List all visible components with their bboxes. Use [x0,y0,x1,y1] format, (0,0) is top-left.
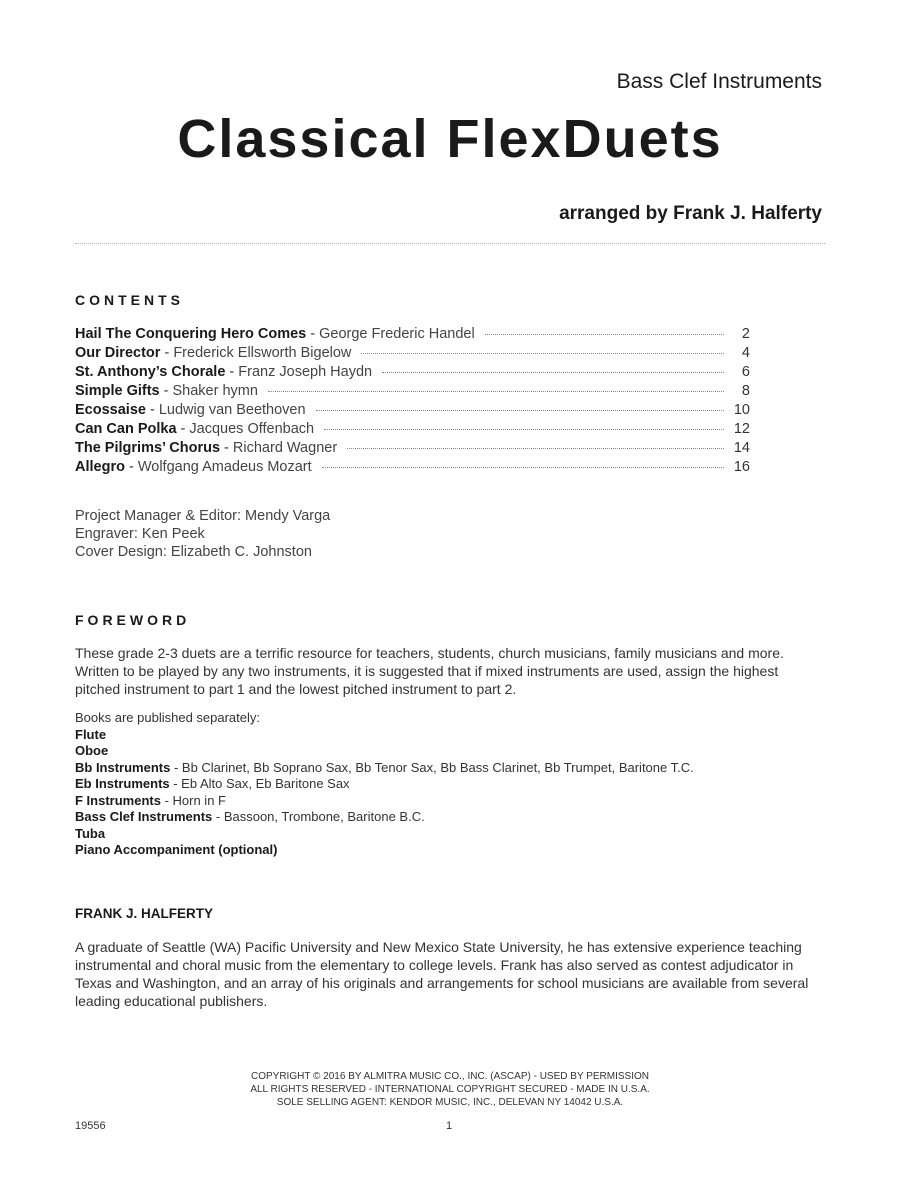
contents-list [75,326,750,478]
book-name: Eb Instruments [75,776,170,791]
toc-title: Simple Gifts [75,383,160,399]
foreword-heading: FOREWORD [75,612,191,628]
toc-composer: Franz Joseph Haydn [238,364,373,380]
book-entry [75,793,694,810]
toc-entry: Hail The Conquering Hero Comes - George Frederic Handel 2 [75,326,750,342]
bio-heading: FRANK J. HALFERTY [75,906,213,921]
book-entry [75,760,694,777]
toc-composer: Frederick Ellsworth Bigelow [173,345,352,361]
toc-composer: Shaker hymn [172,383,258,399]
toc-composer: Jacques Offenbach [189,421,315,437]
book-name: Piano Accompaniment (optional) [75,842,278,857]
instrument-label: Bass Clef Instruments [616,70,822,93]
toc-leader [324,429,724,430]
page-title: Classical FlexDuets [177,109,723,169]
toc-leader [347,448,724,449]
contents-heading: CONTENTS [75,292,184,308]
header-divider [75,243,825,244]
toc-title: Our Director [75,345,161,361]
copyright-line: SOLE SELLING AGENT: KENDOR MUSIC, INC., DELEVAN NY 14042 U.S.A. [276,1097,624,1108]
toc-page: 6 [741,364,750,380]
toc-entry: St. Anthony’s Chorale - Franz Joseph Haydn 6 [75,364,750,380]
toc-title: Hail The Conquering Hero Comes [75,326,307,342]
production-credits [75,507,330,561]
books-intro: Books are published separately: [75,710,261,725]
toc-page: 8 [741,383,750,399]
toc-entry: Allegro - Wolfgang Amadeus Mozart 16 [75,459,750,475]
engraver-credit: Engraver: Ken Peek [75,526,205,542]
toc-entry: Can Can Polka - Jacques Offenbach 12 [75,421,750,437]
book-entry [75,727,694,744]
book-entry [75,826,694,843]
book-entry [75,809,694,826]
toc-composer: Ludwig van Beethoven [158,402,306,418]
toc-entry: Ecossaise - Ludwig van Beethoven 10 [75,402,750,418]
toc-page: 10 [733,402,750,418]
toc-leader [316,410,724,411]
toc-title: Can Can Polka [75,421,177,437]
book-entry [75,842,694,859]
book-entry [75,776,694,793]
book-detail: - Eb Alto Sax, Eb Baritone Sax [169,776,350,791]
arranger-credit: arranged by Frank J. Halferty [559,203,822,224]
book-name: Bb Instruments [75,759,171,775]
toc-leader [268,391,724,392]
book-name: Bass Clef Instruments [75,809,213,824]
toc-composer: Richard Wagner [232,440,338,456]
book-name: Flute [75,726,107,742]
book-name: Oboe [75,743,109,758]
toc-leader [382,372,724,373]
toc-leader [361,353,724,354]
toc-title: Allegro [75,459,125,475]
toc-title: Ecossaise [75,402,146,418]
bio-paragraph: A graduate of Seattle (WA) Pacific University and New Mexico State University, he has extensive experience teaching instrumental and choral music from the elementary to college levels. Frank has also served as contest adjudicator in Texas and Washington, and an array of his originals and arrangements for school musicians are available from several leading educational publishers. [75,939,809,1009]
book-detail: - Bassoon, Trombone, Baritone B.C. [212,809,425,824]
toc-entry: Simple Gifts - Shaker hymn 8 [75,383,750,399]
toc-page: 4 [741,345,750,361]
toc-title: St. Anthony’s Chorale [75,364,226,380]
toc-leader [485,334,724,335]
toc-entry: The Pilgrims’ Chorus - Richard Wagner 14 [75,440,750,456]
toc-page: 14 [733,440,750,456]
book-name: F Instruments [75,792,161,808]
toc-leader [322,467,724,468]
cover-credit: Cover Design: Elizabeth C. Johnston [75,544,312,560]
editor-credit: Project Manager & Editor: Mendy Varga [75,508,331,524]
toc-title: The Pilgrims’ Chorus [75,440,221,456]
catalog-number: 19556 [75,1120,106,1132]
foreword-paragraph: These grade 2-3 duets are a terrific resource for teachers, students, church musicians, family musicians and more. Written to be played by any two instruments, it is suggested that if mixed instruments are used, assign the highest pitched instrument to part 1 and the lowest pitched instrument to part 2. [75,645,784,697]
copyright-notice [0,1070,900,1109]
book-entry [75,743,694,760]
toc-entry: Our Director - Frederick Ellsworth Bigelow 4 [75,345,750,361]
books-list [75,710,694,859]
toc-page: 16 [733,459,750,475]
book-name: Tuba [75,825,106,841]
toc-composer: Wolfgang Amadeus Mozart [137,459,312,475]
copyright-line: COPYRIGHT © 2016 BY ALMITRA MUSIC CO., INC. (ASCAP) - USED BY PERMISSION [250,1071,650,1082]
book-detail: - Bb Clarinet, Bb Soprano Sax, Bb Tenor Sax, Bb Bass Clarinet, Bb Trumpet, Baritone T.C. [170,759,694,775]
toc-page: 12 [733,421,750,437]
toc-composer: George Frederic Handel [319,326,475,342]
book-detail: - Horn in F [160,792,226,808]
copyright-line: ALL RIGHTS RESERVED - INTERNATIONAL COPYRIGHT SECURED - MADE IN U.S.A. [250,1084,650,1095]
toc-page: 2 [741,326,750,342]
page-number: 1 [446,1120,453,1132]
